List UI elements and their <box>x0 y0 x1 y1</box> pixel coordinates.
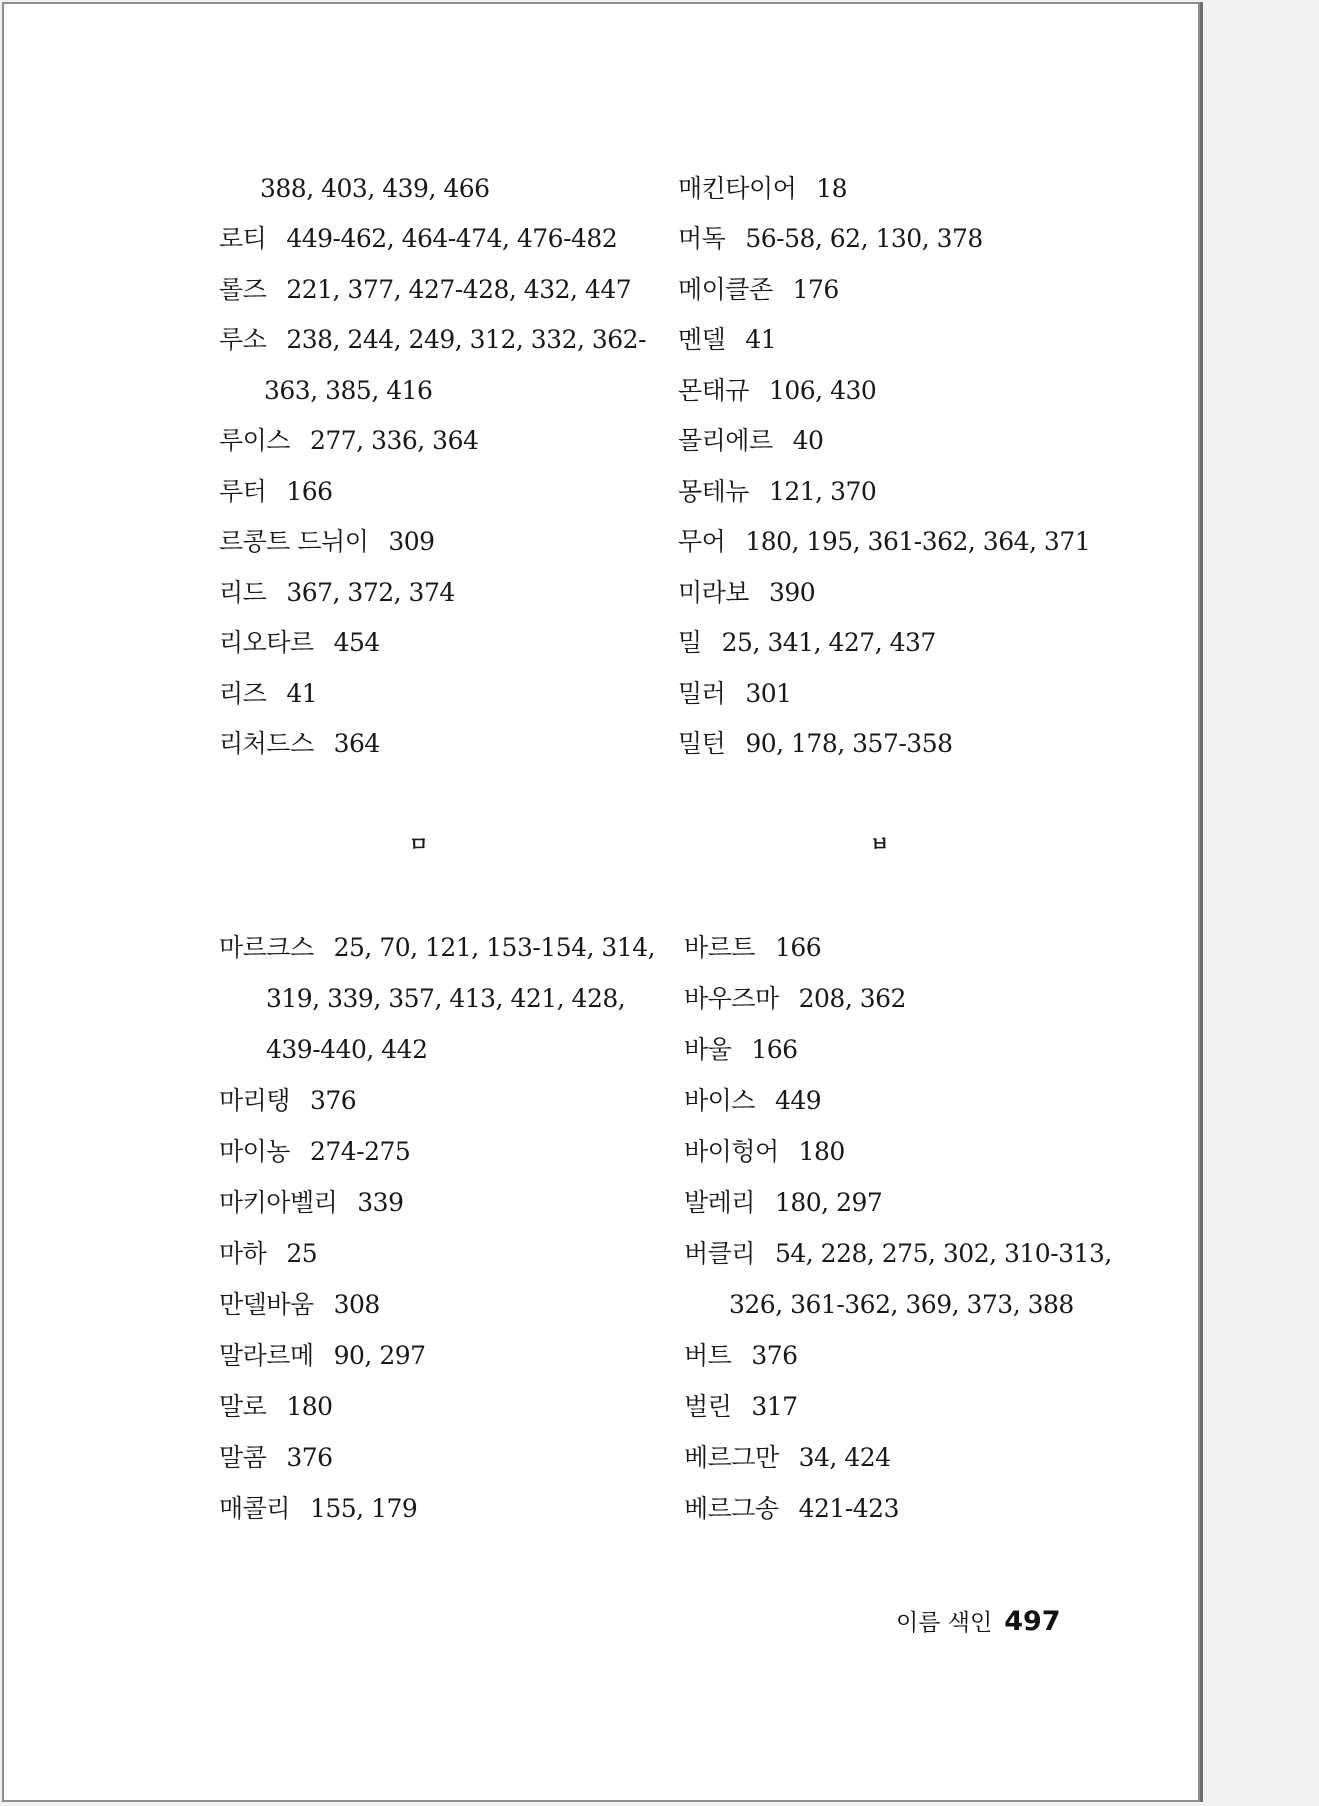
entry-name: 무어 <box>678 527 726 556</box>
entry-name: 벌린 <box>684 1392 732 1421</box>
entry-pages: 166 <box>774 933 822 962</box>
page-footer <box>896 1604 1061 1637</box>
entry-name: 리드 <box>219 578 267 607</box>
entry-pages: 90, 178, 357-358 <box>745 729 953 758</box>
entry-name: 루이스 <box>219 426 290 455</box>
entry-pages: 25 <box>286 1239 318 1268</box>
entry-name: 바르트 <box>684 933 755 962</box>
entry-name: 마이농 <box>219 1137 290 1166</box>
entry-pages: 40 <box>792 426 824 455</box>
entry-pages: 317 <box>751 1392 798 1421</box>
entry-name: 바이헝어 <box>684 1137 779 1166</box>
index-entry <box>684 1037 798 1062</box>
entry-pages: 454 <box>333 628 380 657</box>
entry-name: 몬태규 <box>678 376 749 405</box>
entry-pages: 449 <box>774 1086 822 1115</box>
entry-name: 바이스 <box>684 1086 755 1115</box>
index-page <box>2 2 1200 1802</box>
entry-pages: 41 <box>286 679 318 708</box>
entry-pages: 176 <box>792 275 839 304</box>
index-entry <box>219 479 333 504</box>
index-entry <box>219 327 646 352</box>
index-entry <box>219 1496 417 1521</box>
index-entry <box>678 176 847 201</box>
entry-name: 바울 <box>684 1035 732 1064</box>
index-entry <box>684 1445 891 1470</box>
index-entry <box>219 1445 333 1470</box>
index-entry <box>219 1139 410 1164</box>
index-entry <box>678 731 953 756</box>
continuation-line: 326, 361-362, 369, 373, 388 <box>729 1290 1074 1319</box>
index-entry <box>219 1190 403 1215</box>
entry-pages: 277, 336, 364 <box>309 426 479 455</box>
continuation-line: 388, 403, 439, 466 <box>260 174 490 203</box>
index-entry <box>219 731 380 756</box>
index-entry <box>219 1394 333 1419</box>
running-footer-label: 이름 색인 <box>896 1610 993 1636</box>
index-entry <box>219 529 435 554</box>
index-entry <box>219 226 617 251</box>
index-entry <box>219 1343 426 1368</box>
entry-name: 버트 <box>684 1341 732 1370</box>
index-entry <box>684 986 906 1011</box>
entry-pages: 41 <box>745 325 777 354</box>
page-number: 497 <box>1004 1606 1061 1637</box>
index-entry <box>678 428 823 453</box>
entry-name: 말로 <box>219 1392 267 1421</box>
index-entry <box>678 529 1090 554</box>
section-heading-bieup: ㅂ <box>870 832 890 856</box>
entry-name: 몰리에르 <box>678 426 773 455</box>
index-entry <box>219 1292 380 1317</box>
entry-name: 리처드스 <box>219 729 314 758</box>
index-entry <box>684 1343 798 1368</box>
entry-pages: 34, 424 <box>798 1443 891 1472</box>
entry-pages: 376 <box>751 1341 798 1370</box>
entry-pages: 166 <box>751 1035 798 1064</box>
entry-pages: 155, 179 <box>309 1494 418 1523</box>
index-entry <box>678 479 876 504</box>
entry-name: 만델바움 <box>219 1290 314 1319</box>
entry-name: 매킨타이어 <box>678 174 797 203</box>
entry-name: 멘델 <box>678 325 726 354</box>
entry-name: 발레리 <box>684 1188 755 1217</box>
continuation-line: 439-440, 442 <box>266 1035 428 1064</box>
index-entry <box>219 935 655 960</box>
entry-pages: 54, 228, 275, 302, 310-313, <box>774 1239 1112 1268</box>
entry-pages: 309 <box>388 527 435 556</box>
entry-name: 마르크스 <box>219 933 314 962</box>
entry-pages: 308 <box>333 1290 380 1319</box>
entry-pages: 449-462, 464-474, 476-482 <box>286 224 618 253</box>
entry-name: 마하 <box>219 1239 267 1268</box>
entry-pages: 364 <box>333 729 380 758</box>
entry-pages: 208, 362 <box>798 984 906 1013</box>
entry-name: 바우즈마 <box>684 984 779 1013</box>
entry-pages: 221, 377, 427-428, 432, 447 <box>286 275 632 304</box>
entry-name: 말라르메 <box>219 1341 314 1370</box>
entry-pages: 18 <box>816 174 848 203</box>
index-entry <box>219 1241 317 1266</box>
index-entry <box>219 1088 356 1113</box>
entry-pages: 376 <box>309 1086 357 1115</box>
entry-pages: 106, 430 <box>768 376 877 405</box>
entry-name: 말콤 <box>219 1443 267 1472</box>
index-entry <box>684 935 821 960</box>
section-heading-mieum: ㅁ <box>409 832 429 856</box>
entry-name: 리오타르 <box>219 628 314 657</box>
entry-name: 롤즈 <box>219 275 267 304</box>
entry-pages: 166 <box>286 477 333 506</box>
entry-pages: 238, 244, 249, 312, 332, 362- <box>286 325 647 354</box>
entry-name: 르콩트 드뉘이 <box>219 527 369 556</box>
entry-name: 로티 <box>219 224 267 253</box>
entry-name: 리즈 <box>219 679 267 708</box>
index-entry <box>684 1241 1112 1266</box>
entry-name: 메이클존 <box>678 275 773 304</box>
index-entry <box>684 1394 798 1419</box>
entry-pages: 390 <box>768 578 816 607</box>
index-entry <box>219 630 380 655</box>
entry-pages: 25, 70, 121, 153-154, 314, <box>333 933 656 962</box>
entry-name: 몽테뉴 <box>678 477 749 506</box>
entry-pages: 339 <box>357 1188 404 1217</box>
index-entry <box>678 327 776 352</box>
entry-pages: 121, 370 <box>768 477 877 506</box>
entry-pages: 90, 297 <box>333 1341 426 1370</box>
entry-name: 루터 <box>219 477 267 506</box>
index-entry <box>678 378 876 403</box>
index-entry <box>684 1139 845 1164</box>
entry-pages: 56-58, 62, 130, 378 <box>745 224 983 253</box>
continuation-line: 363, 385, 416 <box>264 376 433 405</box>
entry-pages: 421-423 <box>798 1494 899 1523</box>
entry-name: 마리탱 <box>219 1086 290 1115</box>
entry-name: 밀턴 <box>678 729 726 758</box>
entry-name: 베르그만 <box>684 1443 779 1472</box>
index-entry <box>678 681 792 706</box>
index-entry <box>219 681 317 706</box>
entry-pages: 367, 372, 374 <box>286 578 455 607</box>
entry-pages: 274-275 <box>309 1137 411 1166</box>
index-entry <box>678 277 839 302</box>
index-entry <box>684 1496 899 1521</box>
entry-name: 매콜리 <box>219 1494 290 1523</box>
continuation-line: 319, 339, 357, 413, 421, 428, <box>266 984 626 1013</box>
entry-name: 머독 <box>678 224 726 253</box>
index-entry <box>219 428 478 453</box>
entry-pages: 301 <box>745 679 792 708</box>
entry-name: 루소 <box>219 325 267 354</box>
entry-pages: 180 <box>798 1137 845 1166</box>
index-entry <box>219 580 455 605</box>
index-entry <box>684 1190 882 1215</box>
index-entry <box>219 277 631 302</box>
entry-name: 밀러 <box>678 679 726 708</box>
entry-name: 미라보 <box>678 578 749 607</box>
entry-name: 마키아벨리 <box>219 1188 338 1217</box>
entry-pages: 180, 195, 361-362, 364, 371 <box>745 527 1091 556</box>
index-entry <box>678 630 936 655</box>
entry-name: 밀 <box>678 628 702 657</box>
entry-pages: 180, 297 <box>774 1188 883 1217</box>
index-entry <box>678 580 815 605</box>
index-entry <box>678 226 983 251</box>
entry-name: 버클리 <box>684 1239 755 1268</box>
entry-pages: 376 <box>286 1443 333 1472</box>
entry-name: 베르그송 <box>684 1494 779 1523</box>
entry-pages: 180 <box>286 1392 333 1421</box>
entry-pages: 25, 341, 427, 437 <box>721 628 936 657</box>
index-entry <box>684 1088 821 1113</box>
